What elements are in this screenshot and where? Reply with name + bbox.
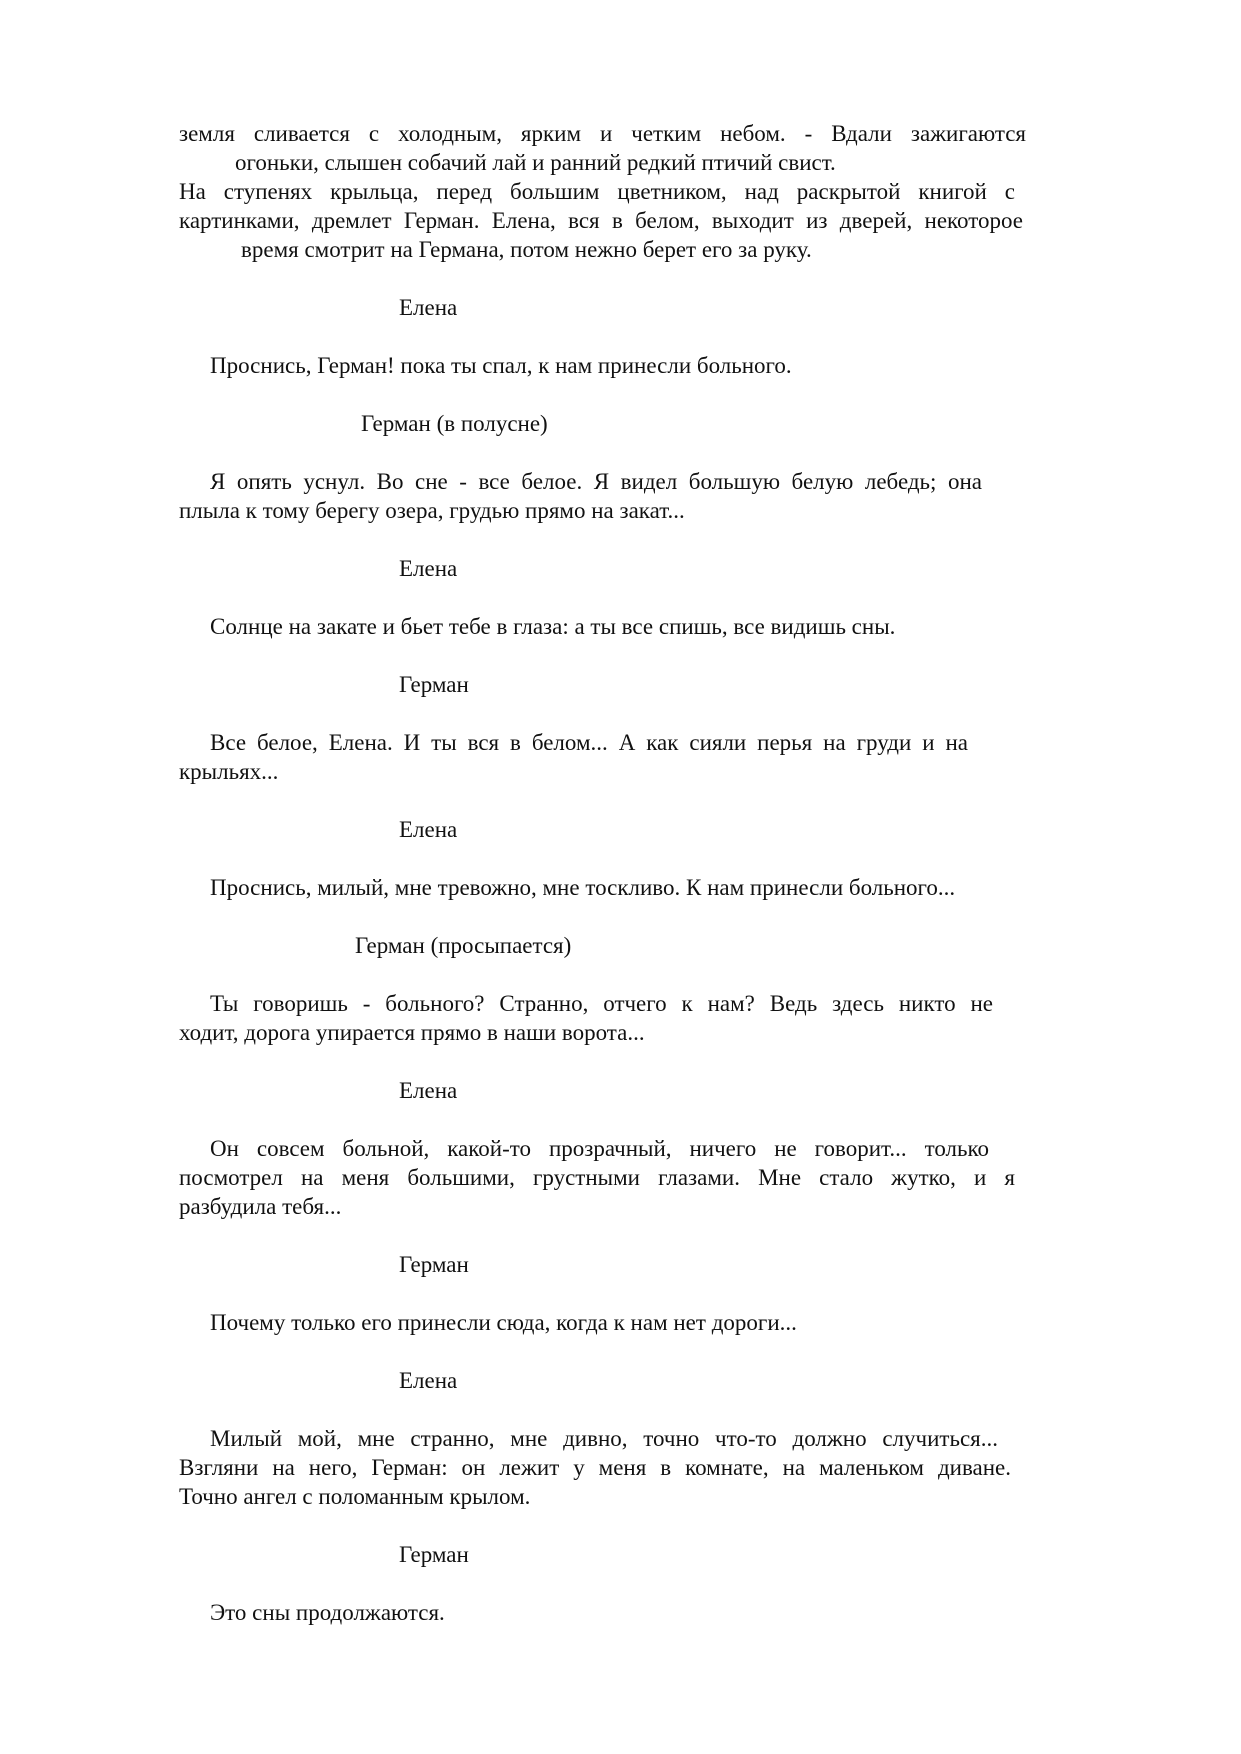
speaker-name: Елена (399, 556, 458, 581)
speaker-name: Герман (399, 672, 469, 697)
speaker-name: Герман (в полусне) (361, 411, 548, 436)
dialogue-line: Все белое, Елена. И ты вся в белом... А как сияли перья на груди и на (210, 730, 968, 755)
dialogue-line: ходит, дорога упирается прямо в наши ворота... (179, 1020, 645, 1045)
dialogue-line: Он совсем больной, какой-то прозрачный, ничего не говорит... только (210, 1136, 989, 1161)
dialogue-line: Солнце на закате и бьет тебе в глаза: а ты все спишь, все видишь сны. (210, 614, 896, 639)
speaker-name: Елена (399, 817, 458, 842)
dialogue-line: посмотрел на меня большими, грустными глазами. Мне стало жутко, и я (179, 1165, 1015, 1190)
dialogue-line: Почему только его принесли сюда, когда к нам нет дороги... (210, 1310, 797, 1335)
speaker-name: Герман (просыпается) (355, 933, 572, 958)
speaker-name: Елена (399, 295, 458, 320)
stage-direction-line: огоньки, слышен собачий лай и ранний редкий птичий свист. (235, 150, 836, 175)
stage-direction-line: картинками, дремлет Герман. Елена, вся в белом, выходит из дверей, некоторое (179, 208, 1023, 233)
dialogue-line: Проснись, милый, мне тревожно, мне тоскливо. К нам принесли больного... (210, 875, 956, 900)
speaker-name: Елена (399, 1368, 458, 1393)
dialogue-line: Это сны продолжаются. (210, 1600, 445, 1625)
stage-direction-line: время смотрит на Германа, потом нежно берет его за руку. (241, 237, 812, 262)
dialogue-line: крыльях... (179, 759, 279, 784)
stage-direction-line: На ступенях крыльца, перед большим цветником, над раскрытой книгой с (179, 179, 1015, 204)
dialogue-line: Милый мой, мне странно, мне дивно, точно что-то должно случиться... (210, 1426, 998, 1451)
dialogue-line: Точно ангел с поломанным крылом. (179, 1484, 531, 1509)
speaker-name: Герман (399, 1252, 469, 1277)
stage-direction-line: земля сливается с холодным, ярким и четким небом. - Вдали зажигаются (179, 121, 1026, 146)
dialogue-line: Проснись, Герман! пока ты спал, к нам принесли больного. (210, 353, 792, 378)
dialogue-line: Ты говоришь - больного? Странно, отчего к нам? Ведь здесь никто не (210, 991, 993, 1016)
dialogue-line: плыла к тому берегу озера, грудью прямо на закат... (179, 498, 685, 523)
dialogue-line: разбудила тебя... (179, 1194, 342, 1219)
dialogue-line: Я опять уснул. Во сне - все белое. Я видел большую белую лебедь; она (210, 469, 982, 494)
speaker-name: Елена (399, 1078, 458, 1103)
speaker-name: Герман (399, 1542, 469, 1567)
dialogue-line: Взгляни на него, Герман: он лежит у меня в комнате, на маленьком диване. (179, 1455, 1011, 1480)
